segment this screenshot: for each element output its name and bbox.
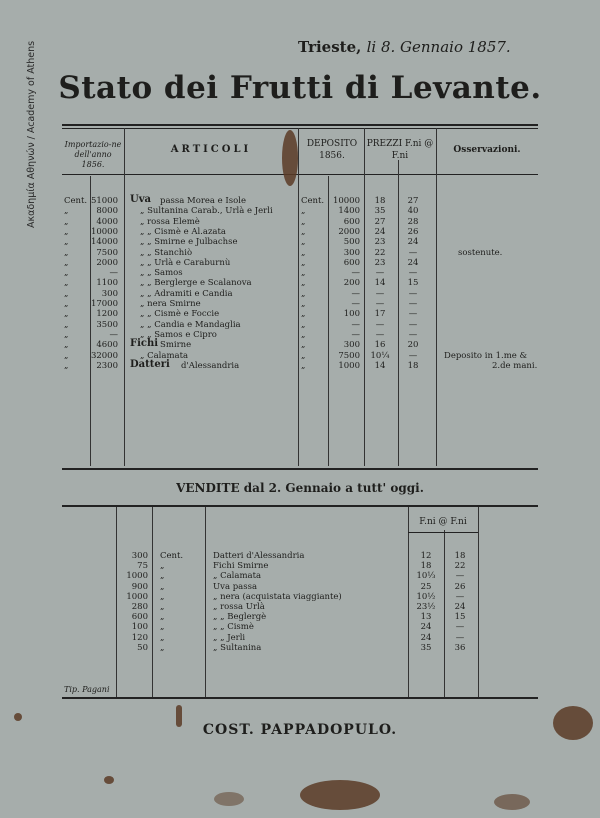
row-price-to: —: [408, 309, 418, 320]
row-price-from: —: [375, 319, 385, 330]
sale-price-from: 24: [420, 632, 432, 643]
row-import-qty: 4600: [96, 340, 118, 351]
sale-article: „ „ Cismè: [213, 622, 254, 633]
signature: COST. PAPPADOPULO.: [202, 722, 398, 738]
t2-col-line: [478, 507, 479, 697]
sale-article: „ Calamata: [213, 571, 262, 582]
col-header-deposito: DEPOSITO 1856.: [306, 139, 358, 161]
sale-price-to: 22: [454, 561, 466, 572]
row-deposit-unit: „: [301, 268, 306, 279]
row-price-from: 18: [374, 196, 386, 206]
sale-qty: 900: [131, 581, 148, 592]
row-observation: 2.de mani.: [492, 360, 538, 371]
ink-stain: [282, 130, 298, 186]
row-price-from: —: [375, 268, 385, 279]
row-price-to: —: [408, 288, 418, 299]
row-deposit-unit: „: [301, 237, 306, 248]
page-title: Stato dei Frutti di Levante.: [58, 70, 542, 106]
row-unit: „: [64, 237, 69, 248]
row-deposit-qty: 300: [343, 340, 360, 351]
sale-unit: „: [160, 612, 165, 623]
sale-price-to: 18: [454, 551, 466, 561]
row-article: „ „ Samos: [140, 268, 183, 279]
t2-price-header: F.ni @ F.ni: [419, 517, 467, 527]
row-deposit-qty: 10000: [332, 196, 360, 206]
ink-stain: [176, 705, 182, 727]
row-article: „ „ Berglerge e Scalanova: [140, 278, 252, 289]
row-deposit-qty: 500: [343, 237, 360, 248]
sale-price-to: —: [455, 622, 465, 633]
row-import-qty: 51000: [90, 196, 118, 206]
row-import-qty: 300: [101, 288, 118, 299]
row-deposit-unit: „: [301, 216, 306, 227]
sale-article: „ rossa Urlà: [213, 602, 265, 612]
t2-col-line: [205, 507, 206, 697]
row-article: „ „ Stanchiò: [140, 247, 193, 258]
col-header-import: Importazio-ne dell'anno 1856.: [64, 140, 122, 169]
sale-unit: „: [160, 581, 165, 592]
row-unit: „: [64, 226, 69, 237]
row-price-to: —: [408, 350, 418, 361]
table1-top-rule-thin: [62, 128, 538, 129]
row-import-qty: 3500: [96, 319, 118, 330]
row-unit: „: [64, 206, 69, 217]
row-price-from: 35: [374, 206, 386, 217]
row-price-to: —: [408, 329, 418, 340]
row-deposit-qty: 600: [343, 257, 360, 268]
row-article: Smirne: [160, 340, 192, 351]
row-unit: „: [64, 319, 69, 330]
sale-unit: „: [160, 602, 165, 612]
row-import-qty: —: [109, 329, 118, 340]
row-price-from: 14: [374, 278, 386, 289]
sale-price-to: 24: [454, 602, 466, 612]
row-import-qty: 4000: [96, 216, 118, 227]
sale-unit: „: [160, 642, 165, 653]
row-unit: „: [64, 340, 69, 351]
row-observation: sostenute.: [458, 247, 503, 258]
row-article: „ „ Adramiti e Candia: [140, 288, 233, 299]
row-article: „ „ Cismè e Foccie: [140, 309, 220, 320]
sale-qty: 1000: [126, 571, 148, 582]
row-import-qty: 10000: [90, 226, 118, 237]
row-deposit-unit: „: [301, 360, 306, 371]
sale-article: Datteri d'Alessandria: [213, 551, 305, 561]
sale-price-to: —: [455, 632, 465, 643]
ink-stain: [300, 780, 380, 810]
place: Trieste,: [298, 38, 362, 56]
sale-price-to: —: [455, 591, 465, 602]
row-observation: Deposito in 1.me &: [444, 350, 528, 361]
sale-price-from: 23½: [416, 602, 436, 612]
row-import-qty: —: [109, 268, 118, 279]
row-deposit-qty: 300: [343, 247, 360, 258]
sale-price-to: 15: [454, 612, 466, 623]
row-deposit-unit: „: [301, 226, 306, 237]
row-article: passa Morea e Isole: [160, 196, 247, 206]
row-deposit-unit: „: [301, 319, 306, 330]
table2-bottom-rule: [62, 697, 538, 699]
row-deposit-qty: —: [351, 329, 360, 340]
row-price-to: 24: [407, 237, 419, 248]
row-import-qty: 1200: [96, 309, 118, 320]
row-import-qty: 32000: [90, 350, 118, 361]
row-deposit-qty: 600: [343, 216, 360, 227]
row-price-to: 20: [407, 340, 419, 351]
row-import-qty: 1100: [96, 278, 118, 289]
row-article: „ Sultanina Carab., Urlà e Jerli: [140, 206, 273, 217]
row-deposit-qty: —: [351, 268, 360, 279]
row-price-to: —: [408, 268, 418, 279]
row-deposit-unit: „: [301, 350, 306, 361]
sale-unit: „: [160, 622, 165, 633]
row-deposit-qty: —: [351, 288, 360, 299]
row-price-to: 15: [407, 278, 419, 289]
archive-side-label: Ακαδημία Αθηνών / Academy of Athens: [26, 40, 37, 228]
t1-col-line: [436, 128, 437, 466]
row-price-to: 40: [407, 206, 419, 217]
row-unit: „: [64, 288, 69, 299]
row-deposit-qty: —: [351, 299, 360, 309]
sale-price-to: 26: [454, 581, 466, 592]
row-deposit-qty: 2000: [338, 226, 360, 237]
row-price-from: 22: [374, 247, 386, 258]
col-header-osservazioni: Osservazioni.: [453, 145, 521, 155]
sale-qty: 100: [131, 622, 148, 633]
sale-price-from: 35: [420, 642, 432, 653]
row-unit: „: [64, 299, 69, 309]
row-deposit-unit: „: [301, 278, 306, 289]
ink-stain: [14, 713, 22, 721]
row-unit: „: [64, 329, 69, 340]
row-import-qty: 2000: [96, 257, 118, 268]
sale-price-from: 10½: [416, 591, 436, 602]
section-heading: VENDITE dal 2. Gennaio a tutt' oggi.: [176, 481, 424, 495]
row-unit: „: [64, 309, 69, 320]
row-price-from: 23: [374, 257, 386, 268]
date: li 8. Gennaio 1857.: [366, 38, 511, 56]
row-deposit-unit: Cent.: [301, 196, 325, 206]
sale-price-to: —: [455, 571, 465, 582]
row-deposit-unit: „: [301, 329, 306, 340]
sale-unit: „: [160, 591, 165, 602]
sale-qty: 1000: [126, 591, 148, 602]
table1-top-rule: [62, 124, 538, 126]
row-unit: „: [64, 278, 69, 289]
sale-price-from: 25: [420, 581, 432, 592]
t1-col-line: [298, 128, 299, 466]
row-import-qty: 14000: [90, 237, 118, 248]
row-deposit-qty: 100: [343, 309, 360, 320]
row-article: d'Alessandria: [181, 360, 240, 371]
row-deposit-unit: „: [301, 288, 306, 299]
row-deposit-qty: 1400: [338, 206, 360, 217]
row-price-to: —: [408, 299, 418, 309]
table1-bottom-rule: [62, 468, 538, 470]
row-deposit-qty: 7500: [338, 350, 360, 361]
sale-article: „ nera (acquistata viaggiante): [213, 591, 342, 602]
row-article: „ „ Samos e Cipro: [140, 329, 217, 340]
row-price-to: —: [408, 319, 418, 330]
sale-qty: 600: [131, 612, 148, 623]
sale-article: „ „ Jerli: [213, 632, 246, 643]
row-unit: „: [64, 360, 69, 371]
row-article: „ „ Cismè e Al.azata: [140, 226, 226, 237]
sale-price-from: 18: [420, 561, 432, 572]
place-date: [298, 38, 511, 56]
sale-unit: „: [160, 561, 165, 572]
t2-col-line: [152, 507, 153, 697]
row-price-from: 17: [374, 309, 386, 320]
sale-qty: 50: [137, 642, 148, 653]
sale-unit: „: [160, 571, 165, 582]
row-price-from: 16: [374, 340, 386, 351]
ink-stain: [553, 706, 593, 740]
sale-article: „ Sultanina: [213, 642, 262, 653]
sale-qty: 300: [131, 551, 148, 561]
row-price-from: 24: [374, 226, 386, 237]
row-price-from: —: [375, 299, 385, 309]
row-article: „ „ Urlà e Caraburnù: [140, 257, 231, 268]
ink-stain: [494, 794, 530, 810]
ink-stain: [214, 792, 244, 806]
sale-article: Fichi Smirne: [213, 561, 269, 572]
row-unit: Cent.: [64, 196, 88, 206]
sale-price-from: 24: [420, 622, 432, 633]
row-deposit-unit: „: [301, 206, 306, 217]
row-price-to: 18: [407, 360, 419, 371]
row-article: „ „ Candia e Mandaglia: [140, 319, 241, 330]
row-deposit-unit: „: [301, 309, 306, 320]
row-unit: „: [64, 247, 69, 258]
sale-qty: 75: [137, 561, 148, 572]
t1-col-line: [124, 128, 125, 466]
col-header-prezzi: PREZZI F.ni @ F.ni: [366, 139, 434, 161]
row-import-qty: 8000: [96, 206, 118, 217]
row-import-qty: 7500: [96, 247, 118, 258]
table2-top-rule: [62, 505, 538, 507]
ink-stain: [104, 776, 114, 784]
sale-qty: 120: [131, 632, 148, 643]
row-category: Datteri: [130, 358, 170, 370]
row-price-from: —: [375, 329, 385, 340]
row-deposit-qty: 1000: [338, 360, 360, 371]
row-deposit-unit: „: [301, 299, 306, 309]
row-article: „ rossa Elemè: [140, 216, 200, 227]
row-deposit-unit: „: [301, 257, 306, 268]
sale-unit: „: [160, 632, 165, 643]
row-unit: „: [64, 268, 69, 279]
sale-qty: 280: [131, 602, 148, 612]
row-article: „ Calamata: [140, 350, 189, 361]
table1-header-rule: [62, 174, 538, 175]
row-article: „ „ Smirne e Julbachse: [140, 237, 238, 248]
row-price-to: 28: [407, 216, 419, 227]
row-deposit-unit: „: [301, 340, 306, 351]
row-import-qty: 2300: [96, 360, 118, 371]
row-price-to: 27: [407, 196, 419, 206]
row-price-to: 24: [407, 257, 419, 268]
row-price-from: 27: [374, 216, 386, 227]
row-price-from: 23: [374, 237, 386, 248]
row-price-to: —: [408, 247, 418, 258]
row-article: „ nera Smirne: [140, 299, 201, 309]
col-header-articoli: ARTICOLI: [170, 144, 252, 155]
row-deposit-qty: —: [351, 319, 360, 330]
row-deposit-unit: „: [301, 247, 306, 258]
row-category: Uva: [130, 194, 152, 205]
sale-article: Uva passa: [213, 581, 258, 592]
row-category: Fichi: [130, 338, 159, 350]
row-price-to: 26: [407, 226, 419, 237]
row-price-from: —: [375, 288, 385, 299]
row-unit: „: [64, 257, 69, 268]
sale-price-to: 36: [454, 642, 466, 653]
printer-credit: Tip. Pagani: [64, 685, 110, 694]
sale-article: „ „ Beglergè: [213, 612, 267, 623]
row-import-qty: 17000: [90, 299, 118, 309]
row-unit: „: [64, 216, 69, 227]
sale-price-from: 10⅓: [416, 571, 436, 582]
sale-price-from: 12: [420, 551, 432, 561]
t2-price-rule: [408, 532, 478, 533]
sale-unit: Cent.: [160, 551, 184, 561]
row-price-from: 14: [374, 360, 386, 371]
t1-col-line: [364, 128, 365, 466]
row-unit: „: [64, 350, 69, 361]
row-deposit-qty: 200: [343, 278, 360, 289]
row-price-from: 10¼: [370, 350, 390, 361]
sale-price-from: 13: [420, 612, 432, 623]
